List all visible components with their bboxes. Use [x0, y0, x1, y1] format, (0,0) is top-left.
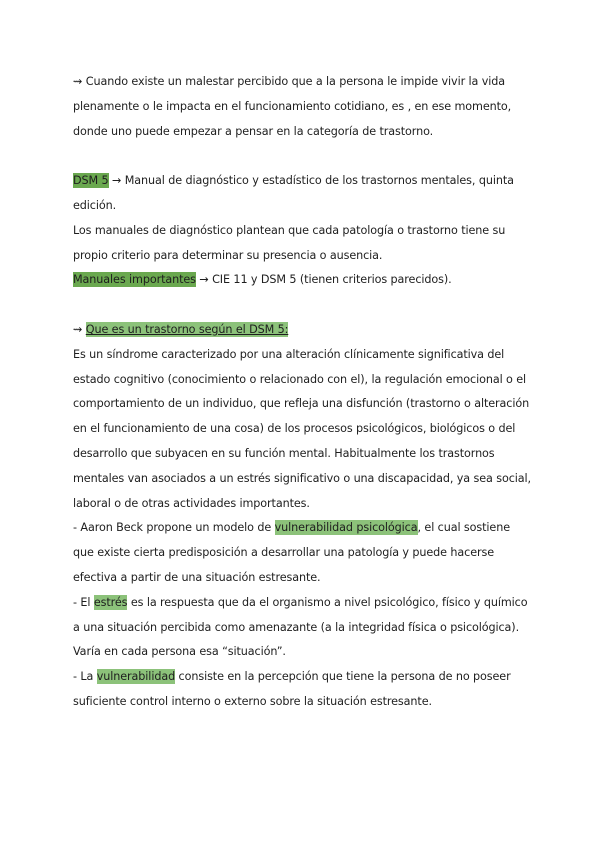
beck-paragraph — [73, 516, 533, 590]
squiggle-arrow-icon: ⇝ — [73, 322, 83, 336]
beck-text-after: , el cual sostiene que existe cierta predisposición a desarrollar una patología y puede hacerse efectiva a partir de una situación estresante. — [73, 521, 510, 584]
important-manuals-text: → CIE 11 y DSM 5 (tienen criterios parecidos). — [195, 273, 452, 287]
stress-paragraph — [73, 591, 533, 665]
dsm-paragraph — [73, 169, 533, 219]
intro-text: Cuando existe un malestar percibido que a la persona le impide vivir la vida plenamente o le impacta en el funcionamiento cotidiano, es , en ese momento, donde uno puede empezar a pensar en la categoría de trastorno. — [73, 75, 512, 138]
manuals-paragraph: Los manuales de diagnóstico plantean que cada patología o trastorno tiene su propio criterio para determinar su presencia o ausencia. — [73, 223, 506, 262]
vulnerability-text-before: - La — [73, 670, 97, 684]
vulnerability-text-after: consiste en la percepción que tiene la persona de no poseer suficiente control interno o externo sobre la situación estresante. — [73, 670, 511, 708]
definition-heading-line — [73, 318, 533, 343]
psychological-vulnerability-highlight: vulnerabilidad psicológica — [274, 521, 418, 535]
beck-text-before: - Aaron Beck propone un modelo de — [73, 521, 275, 535]
vulnerability-paragraph — [73, 665, 533, 715]
definition-body: Es un síndrome caracterizado por una alteración clínicamente significativa del estado cognitivo (conocimiento o relacionado con el), la regulación emocional o el comportamiento de un individuo, que refleja una disfunción (trastorno o alteración en el funcionamiento de una cosa) de los procesos psicológicos, biológicos o del desarrollo que subyacen en su función mental. Habitualmente los trastornos mentales van asociados a un estrés significativo o una discapacidad, ya sea social, laboral o de otras actividades importantes. — [73, 347, 531, 510]
stress-text-before: - El — [73, 595, 94, 609]
intro-paragraph — [73, 70, 533, 144]
squiggle-arrow-icon: ⇝ — [73, 75, 83, 88]
important-manuals-highlight: Manuales importantes — [73, 273, 196, 287]
stress-highlight: estrés — [93, 595, 128, 609]
spacer — [73, 293, 533, 318]
definition-heading: Que es un trastorno según el DSM 5: — [85, 322, 289, 336]
stress-text-after: es la respuesta que da el organismo a nivel psicológico, físico y químico a una situación percibida como amenazante (a la integridad física o psicológica). Varía en cada persona esa “situación”. — [73, 595, 528, 659]
dsm-term-highlight: DSM 5 — [73, 174, 109, 188]
important-manuals-paragraph — [73, 268, 533, 293]
vulnerability-highlight: vulnerabilidad — [96, 670, 176, 684]
dsm-description: → Manual de diagnóstico y estadístico de los trastornos mentales, quinta edición. — [73, 174, 514, 212]
document-content — [73, 70, 533, 715]
spacer — [73, 144, 533, 169]
